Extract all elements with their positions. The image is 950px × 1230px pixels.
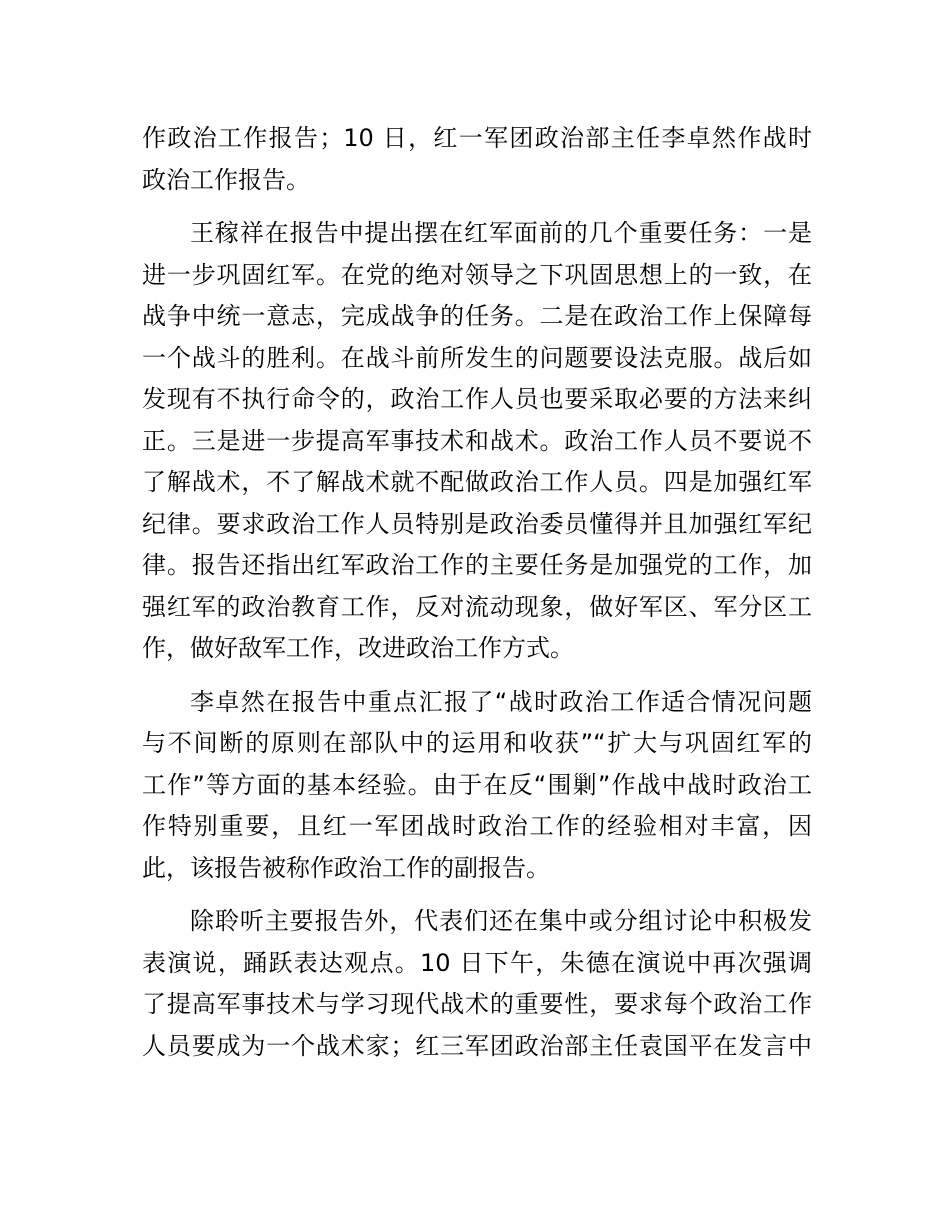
paragraph-3 (142, 682, 812, 890)
text-line: 与不间断的原则在部队中的运用和收获”“扩大与巩固红军的 (142, 729, 812, 757)
text-line: 发现有不执行命令的，政治工作人员也要采取必要的方法来纠 (142, 385, 812, 413)
text-line: 了解战术，不了解战术就不配做政治工作人员。四是加强红军 (142, 468, 812, 496)
text-line: 除聆听主要报告外，代表们还在集中或分组讨论中积极发 (190, 907, 812, 935)
text-line: 工作”等方面的基本经验。由于在反“围剿”作战中战时政治工 (142, 770, 812, 799)
text-line: 表演说，踊跃表达观点。10 日下午，朱德在演说中再次强调 (142, 948, 812, 977)
paragraph-2 (142, 213, 812, 670)
text-line: 人员要成为一个战术家；红三军团政治部主任袁国平在发言中 (142, 1031, 812, 1060)
text-line: 正。三是进一步提高军事技术和战术。政治工作人员不要说不 (142, 426, 812, 455)
text-line: 了提高军事技术与学习现代战术的重要性，要求每个政治工作 (142, 990, 812, 1018)
text-line: 作，做好敌军工作，改进政治工作方式。 (142, 634, 574, 662)
text-line: 律。报告还指出红军政治工作的主要任务是加强党的工作，加 (142, 551, 812, 579)
text-line: 作特别重要，且红一军团战时政治工作的经验相对丰富，因 (142, 812, 812, 840)
paragraph-1 (142, 118, 812, 201)
text-line: 政治工作报告。 (142, 165, 310, 194)
text-line: 一个战斗的胜利。在战斗前所发生的问题要设法克服。战后如 (142, 343, 812, 372)
paragraph-4 (142, 901, 812, 1067)
text-line: 战争中统一意志，完成战争的任务。二是在政治工作上保障每 (142, 302, 812, 330)
text-line: 强红军的政治教育工作，反对流动现象，做好军区、军分区工 (142, 592, 812, 621)
document-page (142, 118, 812, 1079)
text-line: 王稼祥在报告中提出摆在红军面前的几个重要任务：一是 (190, 219, 812, 247)
text-line: 李卓然在报告中重点汇报了“战时政治工作适合情况问题 (190, 687, 812, 716)
text-line: 此，该报告被称作政治工作的副报告。 (142, 853, 550, 882)
text-line: 进一步巩固红军。在党的绝对领导之下巩固思想上的一致，在 (142, 260, 812, 289)
text-line: 纪律。要求政治工作人员特别是政治委员懂得并且加强红军纪 (142, 509, 812, 538)
text-line: 作政治工作报告；10 日，红一军团政治部主任李卓然作战时 (142, 124, 812, 152)
